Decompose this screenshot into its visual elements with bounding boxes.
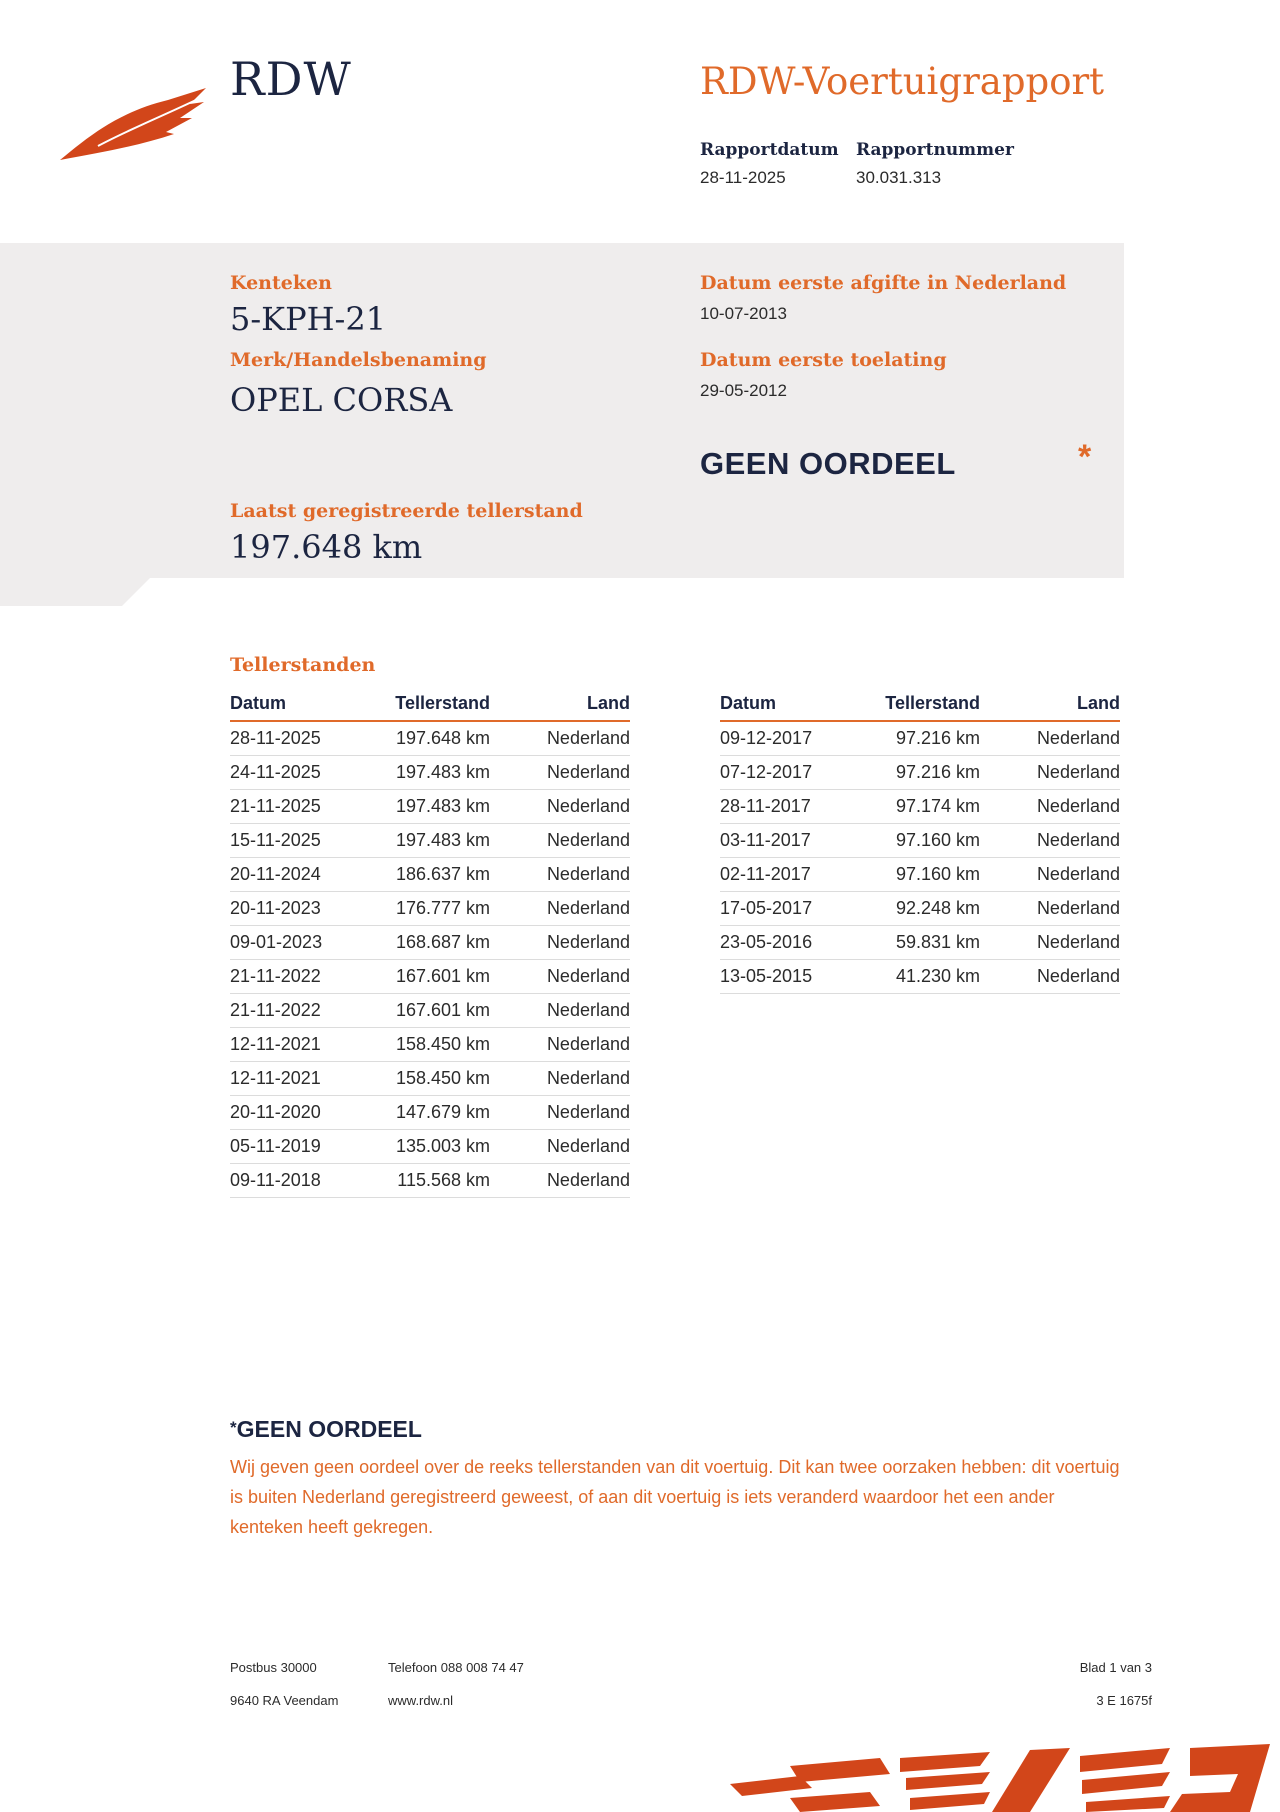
- row-odometer: 97.174 km: [870, 790, 980, 824]
- row-date: 03-11-2017: [720, 824, 870, 858]
- row-date: 17-05-2017: [720, 892, 870, 926]
- row-country: Nederland: [490, 926, 630, 960]
- row-date: 05-11-2019: [230, 1130, 380, 1164]
- row-date: 28-11-2025: [230, 721, 380, 756]
- row-odometer: 97.216 km: [870, 721, 980, 756]
- table-row: [230, 1062, 630, 1096]
- row-country: Nederland: [980, 960, 1120, 994]
- first-admission-value: 29-05-2012: [700, 381, 787, 400]
- row-country: Nederland: [490, 1062, 630, 1096]
- row-date: 12-11-2021: [230, 1062, 380, 1096]
- row-date: 09-11-2018: [230, 1164, 380, 1198]
- first-nl-value: 10-07-2013: [700, 304, 787, 323]
- row-country: Nederland: [980, 824, 1120, 858]
- table-row: [230, 721, 630, 756]
- row-country: Nederland: [490, 960, 630, 994]
- row-odometer: 197.483 km: [380, 790, 490, 824]
- table-row: [230, 1028, 630, 1062]
- row-odometer: 97.216 km: [870, 756, 980, 790]
- row-odometer: 41.230 km: [870, 960, 980, 994]
- odometer-table-right: [720, 690, 1120, 994]
- table-row: [720, 858, 1120, 892]
- row-country: Nederland: [490, 892, 630, 926]
- row-country: Nederland: [980, 721, 1120, 756]
- row-country: Nederland: [490, 994, 630, 1028]
- first-nl-label: Datum eerste afgifte in Nederland: [700, 272, 1067, 294]
- brand-name: RDW: [230, 52, 352, 106]
- report-number-label: Rapportnummer: [856, 140, 1014, 160]
- row-odometer: 197.483 km: [380, 824, 490, 858]
- table-row: [720, 892, 1120, 926]
- row-date: 20-11-2024: [230, 858, 380, 892]
- column-header-date: Datum: [230, 690, 380, 721]
- row-date: 12-11-2021: [230, 1028, 380, 1062]
- table-row: [230, 926, 630, 960]
- table-row: [230, 994, 630, 1028]
- panel-notch: [0, 578, 150, 606]
- rdw-logo-icon: [58, 82, 208, 162]
- row-date: 13-05-2015: [720, 960, 870, 994]
- table-row: [230, 824, 630, 858]
- first-admission-label: Datum eerste toelating: [700, 349, 947, 371]
- table-row: [720, 790, 1120, 824]
- row-odometer: 97.160 km: [870, 824, 980, 858]
- table-header-row: [230, 690, 630, 721]
- report-title: RDW-Voertuigrapport: [700, 60, 1105, 103]
- row-country: Nederland: [490, 721, 630, 756]
- row-country: Nederland: [490, 756, 630, 790]
- verdict-asterisk: *: [1078, 438, 1092, 476]
- odometer-section-title: Tellerstanden: [230, 654, 376, 676]
- verdict-text: GEEN OORDEEL: [700, 446, 956, 481]
- column-header-odometer: Tellerstand: [380, 690, 490, 721]
- row-country: Nederland: [490, 1164, 630, 1198]
- row-odometer: 135.003 km: [380, 1130, 490, 1164]
- row-date: 09-01-2023: [230, 926, 380, 960]
- table-row: [720, 960, 1120, 994]
- footnote-text: Wij geven geen oordeel over de reeks tellerstanden van dit voertuig. Dit kan twee oorzaken hebben: dit voertuig is buiten Nederland geregistreerd geweest, of aan dit voertuig is iets veranderd waardoor het een ander kenteken heeft gekregen.: [230, 1457, 1120, 1537]
- table-row: [230, 892, 630, 926]
- footer-phone: Telefoon 088 008 74 47: [388, 1660, 524, 1675]
- plate-label: Kenteken: [230, 272, 332, 294]
- table-row: [720, 721, 1120, 756]
- row-date: 21-11-2022: [230, 960, 380, 994]
- row-odometer: 186.637 km: [380, 858, 490, 892]
- row-country: Nederland: [980, 892, 1120, 926]
- column-header-country: Land: [980, 690, 1120, 721]
- report-date: 28-11-2025: [700, 168, 786, 187]
- column-header-country: Land: [490, 690, 630, 721]
- row-country: Nederland: [980, 790, 1120, 824]
- row-country: Nederland: [490, 1028, 630, 1062]
- row-date: 21-11-2022: [230, 994, 380, 1028]
- row-country: Nederland: [490, 858, 630, 892]
- row-date: 07-12-2017: [720, 756, 870, 790]
- row-date: 21-11-2025: [230, 790, 380, 824]
- footer-document-code: 3 E 1675f: [1096, 1693, 1152, 1708]
- last-odo-value: 197.648 km: [230, 528, 423, 566]
- row-odometer: 147.679 km: [380, 1096, 490, 1130]
- row-country: Nederland: [490, 824, 630, 858]
- table-row: [720, 926, 1120, 960]
- last-odo-label: Laatst geregistreerde tellerstand: [230, 500, 583, 522]
- column-header-odometer: Tellerstand: [870, 690, 980, 721]
- table-row: [230, 1130, 630, 1164]
- row-odometer: 92.248 km: [870, 892, 980, 926]
- table-row: [230, 1164, 630, 1198]
- row-date: 24-11-2025: [230, 756, 380, 790]
- row-odometer: 115.568 km: [380, 1164, 490, 1198]
- row-country: Nederland: [980, 858, 1120, 892]
- row-odometer: 176.777 km: [380, 892, 490, 926]
- row-date: 28-11-2017: [720, 790, 870, 824]
- row-country: Nederland: [980, 926, 1120, 960]
- row-odometer: 197.483 km: [380, 756, 490, 790]
- row-country: Nederland: [490, 1130, 630, 1164]
- rdw-stripes-graphic: [730, 1744, 1280, 1812]
- row-country: Nederland: [980, 756, 1120, 790]
- row-odometer: 59.831 km: [870, 926, 980, 960]
- table-row: [230, 1096, 630, 1130]
- footer-page-number: Blad 1 van 3: [1079, 1660, 1152, 1675]
- footnote-asterisk: *: [230, 1418, 237, 1437]
- report-number: 30.031.313: [856, 168, 942, 187]
- table-header-row: [720, 690, 1120, 721]
- row-date: 09-12-2017: [720, 721, 870, 756]
- footer-address-line1: Postbus 30000: [230, 1660, 317, 1675]
- row-odometer: 167.601 km: [380, 960, 490, 994]
- row-odometer: 167.601 km: [380, 994, 490, 1028]
- table-row: [720, 756, 1120, 790]
- row-odometer: 197.648 km: [380, 721, 490, 756]
- plate-value: 5-KPH-21: [230, 300, 387, 338]
- table-row: [230, 790, 630, 824]
- table-row: [230, 858, 630, 892]
- footer-address-line2: 9640 RA Veendam: [230, 1693, 339, 1708]
- footnote-title-text: GEEN OORDEEL: [236, 1416, 422, 1442]
- table-row: [230, 960, 630, 994]
- make-value: OPEL CORSA: [230, 381, 453, 419]
- row-country: Nederland: [490, 790, 630, 824]
- row-date: 20-11-2023: [230, 892, 380, 926]
- row-odometer: 158.450 km: [380, 1028, 490, 1062]
- column-header-date: Datum: [720, 690, 870, 721]
- row-date: 23-05-2016: [720, 926, 870, 960]
- row-country: Nederland: [490, 1096, 630, 1130]
- footer-website[interactable]: www.rdw.nl: [388, 1693, 454, 1708]
- table-row: [720, 824, 1120, 858]
- row-date: 20-11-2020: [230, 1096, 380, 1130]
- row-date: 02-11-2017: [720, 858, 870, 892]
- row-odometer: 97.160 km: [870, 858, 980, 892]
- report-date-label: Rapportdatum: [700, 140, 839, 160]
- row-odometer: 168.687 km: [380, 926, 490, 960]
- row-odometer: 158.450 km: [380, 1062, 490, 1096]
- table-row: [230, 756, 630, 790]
- row-date: 15-11-2025: [230, 824, 380, 858]
- odometer-table-left: [230, 690, 630, 1198]
- make-label: Merk/Handelsbenaming: [230, 349, 487, 371]
- footnote-title: [230, 1416, 422, 1443]
